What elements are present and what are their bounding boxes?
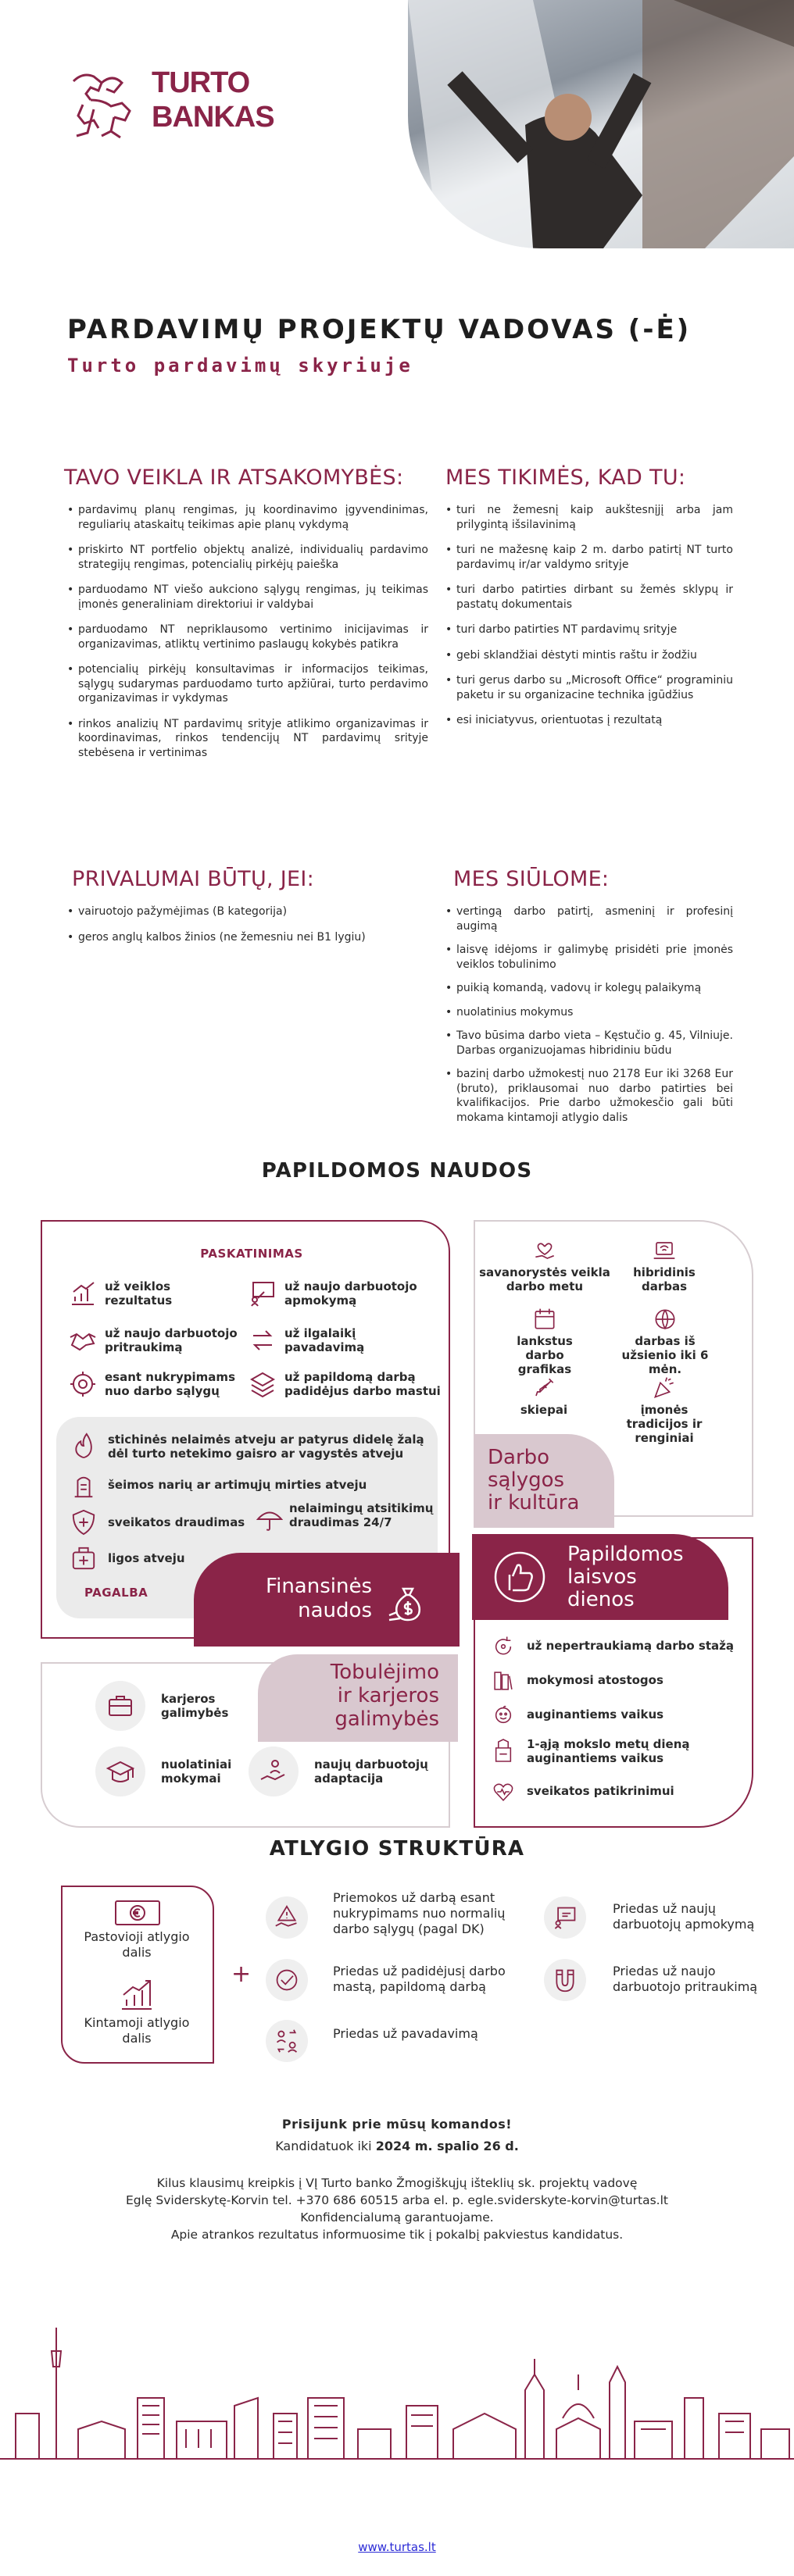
condition-item: skiepai	[497, 1376, 591, 1423]
party-icon	[653, 1376, 676, 1400]
growth-chart-icon	[69, 1279, 97, 1308]
advantages-list	[67, 904, 427, 955]
incentive-item: už veiklos rezultatus	[69, 1278, 241, 1312]
banknote-icon	[114, 1900, 161, 1926]
incentive-item: už ilgalaikį pavadavimą	[249, 1325, 436, 1359]
swap-arrows-icon	[249, 1326, 277, 1354]
support-heading: PAGALBA	[84, 1586, 148, 1600]
free-day-item: 1-ąją mokslo metų dieną auginantiems vaikus	[492, 1737, 742, 1768]
list-item: • esi iniciatyvus, orientuotas į rezultatą	[445, 713, 733, 728]
magnet-icon	[553, 1968, 578, 1993]
condition-item: lankstus darbo grafikas	[478, 1308, 611, 1362]
expectations-heading: MES TIKIMĖS, KAD TU:	[445, 466, 686, 490]
warning-hand-icon	[274, 1905, 299, 1930]
offer-list	[445, 904, 733, 1134]
incentives-heading: PASKATINIMAS	[200, 1247, 303, 1261]
graduation-icon	[106, 1757, 134, 1786]
free-day-item: už nepertraukiamą darbo stažą	[492, 1636, 742, 1659]
calendar-icon	[533, 1308, 556, 1331]
responsibilities-list	[67, 503, 428, 771]
list-item: • turi gerus darbo su „Microsoft Office“ programiniu paketu ir su organizacine technika įgūdžius	[445, 673, 733, 702]
support-item: šeimos narių ar artimųjų mirties atveju	[70, 1473, 430, 1500]
free-day-item: auginantiems vaikus	[492, 1704, 742, 1728]
pay-item: Priemokos už darbą esant nukrypimams nuo normalių darbo sąlygų (pagal DK)	[266, 1890, 531, 1945]
list-item: • pardavimų planų rengimas, jų koordinavimo įgyvendinimas, reguliarių ataskaitų teikimas apie planų vykdymą	[67, 503, 428, 532]
financial-title: Finansinės naudos	[266, 1575, 372, 1622]
fire-icon	[70, 1432, 97, 1459]
list-item: • nuolatinius mokymus	[445, 1005, 733, 1020]
syringe-icon	[532, 1376, 556, 1400]
job-title: PARDAVIMŲ PROJEKTŲ VADOVAS (-Ė)	[67, 314, 692, 345]
list-item: • parduodamo NT nepriklausomo vertinimo inicijavimas ir organizavimas, atliktų vertinimo paslaugų kokybės patikra	[67, 623, 428, 651]
condition-item: hibridinis darbas	[617, 1239, 711, 1293]
medical-kit-icon	[70, 1545, 97, 1572]
hand-person-icon	[259, 1757, 288, 1786]
support-item: nelaimingų atsitikimų draudimas 24/7	[256, 1501, 436, 1539]
list-item: • geros anglų kalbos žinios (ne žemesniu nei B1 lygiu)	[67, 930, 427, 945]
expectations-list	[445, 503, 733, 739]
training-board-icon	[249, 1279, 277, 1308]
list-item: • puikią komandą, vadovų ir kolegų palaikymą	[445, 981, 733, 996]
support-item: ligos atveju	[70, 1545, 250, 1572]
list-item: • priskirto NT portfelio objektų analizė, individualių pardavimo strategijų rengimas, potencialių pirkėjų paieška	[67, 543, 428, 572]
responsibilities-heading: TAVO VEIKLA IR ATSAKOMYBĖS:	[64, 466, 404, 490]
pay-variable-label: Kintamoji atlygio dalis	[84, 2015, 190, 2046]
contact-block	[0, 2175, 794, 2243]
confidential-line: Konfidencialumą garantuojame.	[300, 2210, 494, 2225]
support-item: stichinės nelaimės atveju ar patyrus didelę žalą dėl turto netekimo gaisro ar vagystės atveju	[70, 1431, 430, 1465]
deadline-line	[0, 2139, 794, 2153]
globe-icon	[653, 1308, 677, 1331]
list-item: • rinkos analizių NT pardavimų srityje atlikimo organizavimas ir koordinavimas, rinkos tendencijų NT pardavimų srityje stebėsena ir vertinimas	[67, 717, 428, 761]
umbrella-icon	[256, 1506, 283, 1532]
list-item: • turi darbo patirties dirbant su žemės sklypų ir pastatų dokumentais	[445, 583, 733, 612]
pay-item: Priedas už naujo darbuotojo pritraukimą	[544, 1959, 778, 2006]
results-line: Apie atrankos rezultatus informuosime tik į pokalbį pakviestus kandidatus.	[170, 2228, 624, 2242]
list-item: • bazinį darbo užmokestį nuo 2178 Eur iki 3268 Eur (bruto), priklausomai nuo darbo patirties bei kvalifikacijos. Prie darbo užmokesčio gali būti mokama kintamoji atlygio dalis	[445, 1067, 733, 1125]
list-item: • potencialių pirkėjų konsultavimas ir informacijos teikimas, sąlygų sudarymas parduodamo turto apžiūrai, turto perdavimo organizavimas ir vykdymas	[67, 662, 428, 706]
memorial-icon	[70, 1473, 97, 1500]
job-subtitle: Turto pardavimų skyriuje	[67, 355, 413, 376]
incentive-item: už naujo darbuotojo apmokymą	[249, 1278, 436, 1312]
list-item: • parduodamo NT viešo aukciono sąlygų rengimas, jų teikimas įmonės generaliniam direktoriui ir valdybai	[67, 583, 428, 612]
volunteer-icon	[533, 1239, 556, 1262]
condition-item: savanorystės veikla darbo metu	[478, 1239, 611, 1293]
list-item: • turi ne mažesnę kaip 2 m. darbo patirtį NT turto pardavimų ir/ar valdymo srityje	[445, 543, 733, 572]
deadline-prefix: Kandidatuok iki	[275, 2139, 376, 2153]
logo	[67, 66, 274, 144]
join-text: Prisijunk prie mūsų komandos!	[281, 2117, 513, 2132]
money-bag-icon	[386, 1581, 430, 1625]
career-item: naujų darbuotojų adaptacija	[249, 1746, 444, 1801]
health-shield-icon	[70, 1509, 97, 1536]
heart-icon	[492, 1781, 514, 1803]
list-item: • gebi sklandžiai dėstyti mintis raštu ir žodžiu	[445, 648, 733, 663]
lion-icon	[67, 66, 145, 144]
pay-heading: ATLYGIO STRUKTŪRA	[269, 1837, 525, 1861]
free-day-item: mokymosi atostogos	[492, 1670, 742, 1693]
pay-item: Priedas už naujų darbuotojų apmokymą	[544, 1896, 778, 1943]
vilnius-skyline-illustration	[0, 2281, 794, 2468]
stack-icon	[249, 1370, 277, 1398]
condition-item: įmonės tradicijos ir renginiai	[602, 1376, 727, 1431]
incentive-item: už naujo darbuotojo pritraukimą	[69, 1325, 241, 1359]
conditions-title: Darbo sąlygos ir kultūra	[488, 1446, 580, 1515]
cycle-icon	[492, 1636, 514, 1657]
brand-line1: TURTO	[152, 66, 250, 99]
career-item: nuolatiniai mokymai	[95, 1746, 252, 1801]
laptop-icon	[653, 1239, 676, 1262]
list-item: • laisvę idėjoms ir galimybę prisidėti prie įmonės veiklos tobulinimo	[445, 943, 733, 972]
website-link[interactable]: www.turtas.lt	[358, 2540, 436, 2554]
school-icon	[492, 1737, 514, 1764]
list-item: • turi darbo patirties NT pardavimų srityje	[445, 623, 733, 637]
support-item: sveikatos draudimas	[70, 1509, 250, 1536]
free-days-title: Papildomos laisvos dienos	[567, 1543, 684, 1611]
incentive-item: esant nukrypimams nuo darbo sąlygų	[69, 1368, 241, 1403]
list-item: • vairuotojo pažymėjimas (B kategorija)	[67, 904, 427, 919]
pay-item: Priedas už padidėjusį darbo mastą, papildomą darbą	[266, 1959, 531, 2006]
contact-line2: Eglę Sviderskytę-Korvin tel. +370 686 60515 arba el. p. egle.sviderskyte-korvin@turtas.lt	[125, 2193, 668, 2207]
pay-fixed-label: Pastovioji atlygio dalis	[84, 1929, 190, 1960]
cog-warning-icon	[69, 1370, 97, 1398]
check-circle-icon	[274, 1968, 299, 1993]
briefcase-icon	[106, 1692, 134, 1720]
presentation-icon	[553, 1905, 578, 1930]
career-item: karjeros galimybės	[95, 1681, 252, 1736]
plus-sign: +	[231, 1961, 252, 1988]
advantages-heading: PRIVALUMAI BŪTŲ, JEI:	[72, 867, 315, 891]
thumbs-up-icon	[492, 1550, 547, 1604]
list-item: • turi ne žemesnį kaip aukštesnįjį arba jam prilygintą išsilavinimą	[445, 503, 733, 532]
brand-line2: BANKAS	[152, 101, 274, 134]
free-day-item: sveikatos patikrinimui	[492, 1781, 742, 1804]
handshake-icon	[69, 1326, 97, 1354]
people-swap-icon	[274, 2028, 299, 2053]
books-icon	[492, 1670, 514, 1692]
incentive-item: už papildomą darbą padidėjus darbo mastui	[249, 1368, 444, 1403]
pay-item: Priedas už pavadavimą	[266, 2020, 531, 2067]
career-title: Tobulėjimo ir karjeros galimybės	[330, 1661, 439, 1731]
baby-icon	[492, 1704, 514, 1726]
deadline-date: 2024 m. spalio 26 d.	[375, 2139, 519, 2153]
condition-item: darbas iš užsienio iki 6 mėn.	[606, 1308, 724, 1362]
list-item: • Tavo būsima darbo vieta – Kęstučio g. 45, Vilniuje. Darbas organizuojamas hibridiniu būdu	[445, 1029, 733, 1058]
contact-line1: Kilus klausimų kreipkis į VĮ Turto banko Žmogiškųjų išteklių sk. projektų vadovę	[156, 2176, 638, 2190]
benefits-heading: PAPILDOMOS NAUDOS	[261, 1159, 533, 1183]
offer-heading: MES SIŪLOME:	[453, 867, 610, 891]
bar-growth-icon	[119, 1978, 155, 2010]
list-item: • vertingą darbo patirtį, asmeninį ir profesinį augimą	[445, 904, 733, 933]
hero-photo	[408, 0, 794, 248]
